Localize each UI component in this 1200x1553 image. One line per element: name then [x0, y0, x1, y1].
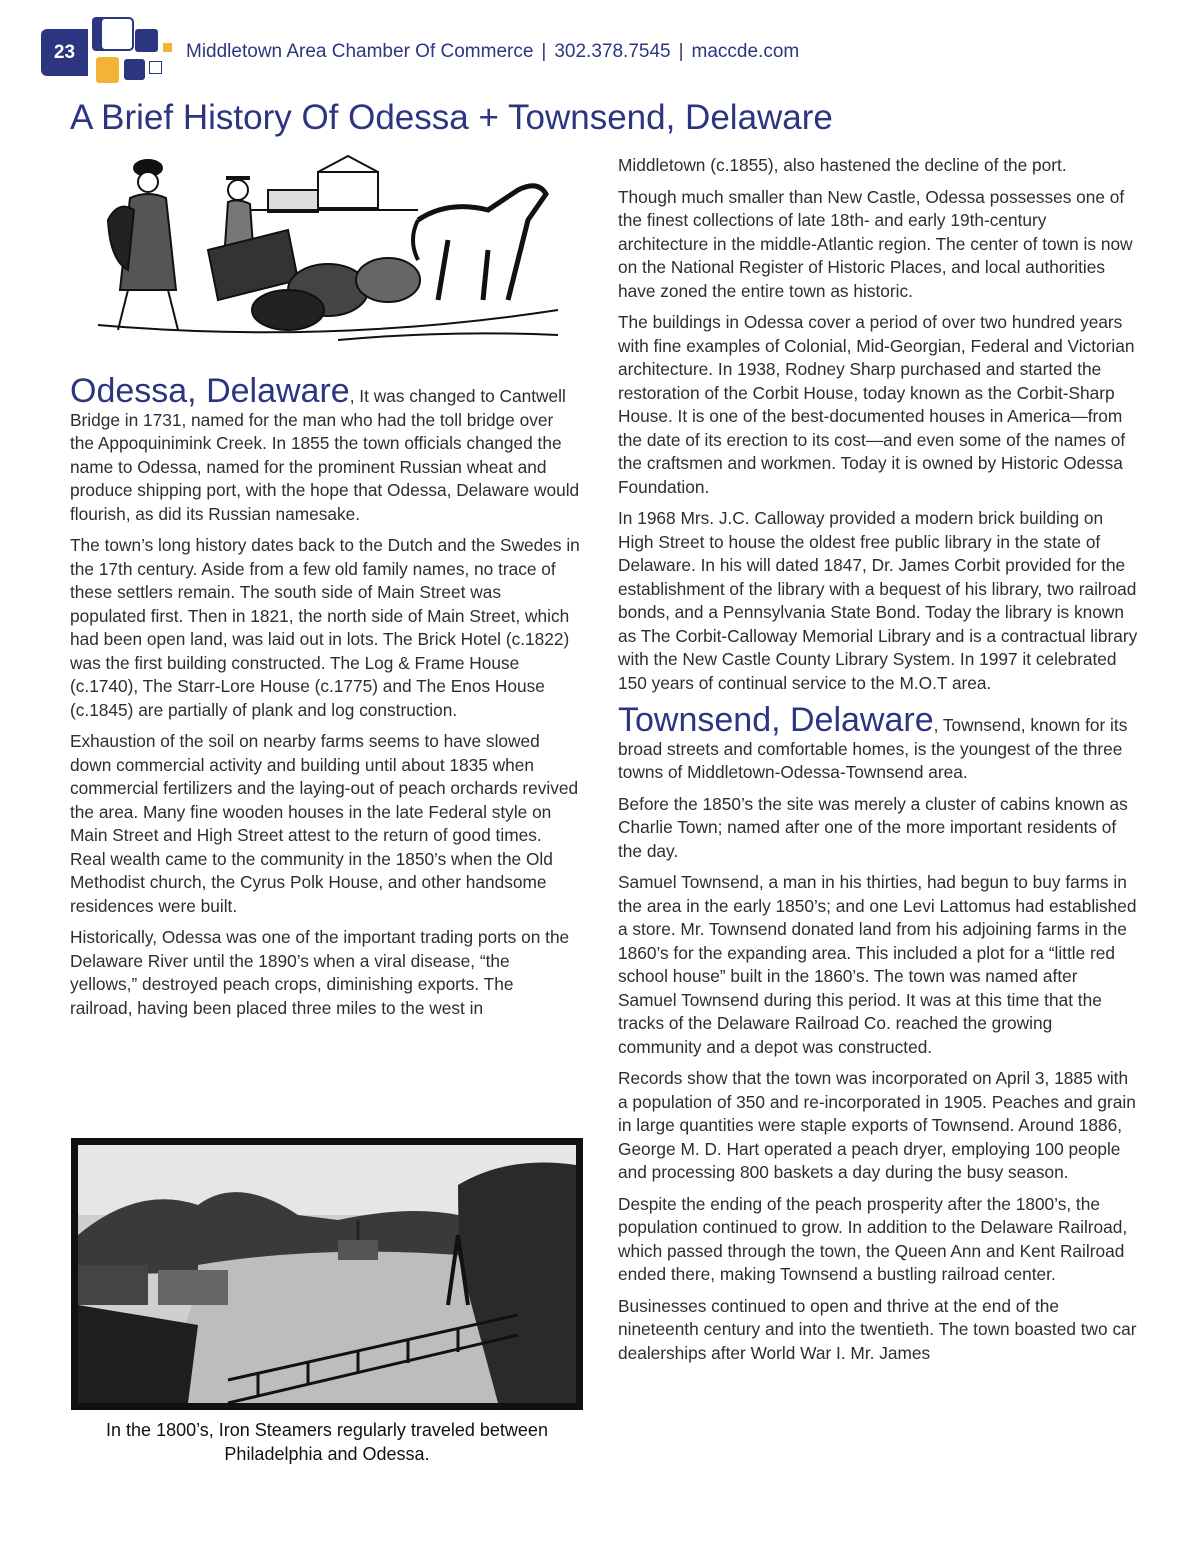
townsend-paragraph-4: Records show that the town was incorporated on April 3, 1885 with a population of 350 and re-incorporated in 1905. Peaches and grain in large quantities were staple exports of Townsend. Around 1886, George M. D. Hart operated a peach dryer, employing 100 people and processing 800 baskets a day during the busy season.: [618, 1068, 1136, 1182]
header-contact-line: [186, 41, 799, 63]
odessa-intro-paragraph: [70, 374, 580, 526]
chamber-logo-icon: [92, 17, 182, 83]
odessa-paragraph-8: In 1968 Mrs. J.C. Calloway provided a modern brick building on High Street to house the oldest free public library in the state of Delaware. In his will dated 1847, Dr. James Corbit provided for the establishment of the library with a bequest of his library, two railroad bonds, and a Pennsylvania State Bond. Today the library is known as The Corbit-Calloway Memorial Library and is a contractual library with the New Castle County Library System. In 1997 it celebrated 150 years of continual service to the M.O.T area.: [618, 508, 1138, 693]
header-separator: |: [541, 41, 547, 62]
townsend-paragraph-2: Before the 1850’s the site was merely a cluster of cabins known as Charlie Town; named after one of the more important residents of the day.: [618, 793, 1128, 861]
odessa-paragraph-6: Though much smaller than New Castle, Odessa possesses one of the finest collections of late 18th- and early 19th-century architecture in the middle-Atlantic region. The center of town is now on the National Register of Historic Places, and local authorities have zoned the entire town as historic.: [618, 186, 1133, 301]
odessa-paragraph-3: Exhaustion of the soil on nearby farms seems to have slowed down commercial activity and building until about 1835 when commercial fertilizers and the laying-out of peach orchards revived the area. Many fine wooden houses in the late Federal style on Main Street and High Street attest to the return of good times. Real wealth came to the community in the 1850’s when the Old Methodist church, the Cyrus Polk House, and other handsome residences were built.: [70, 731, 579, 916]
odessa-paragraph-5: Middletown (c.1855), also hastened the decline of the port.: [618, 155, 1067, 175]
townsend-paragraph-5: Despite the ending of the peach prosperity after the 1800’s, the population continued to grow. In addition to the Delaware Railroad, which passed through the town, the Queen Ann and Kent Railroad ended there, making Townsend a bustling railroad center.: [618, 1193, 1128, 1284]
odessa-paragraph-2: The town’s long history dates back to the Dutch and the Swedes in the 17th century. Aside from a few old family names, no trace of these settlers remain. The south side of Main Street was populated first. Then in 1821, the north side of Main Street, which had been open land, was laid out in lots. The Brick Hotel (c.1822) was the first building constructed. The Log & Frame House (c.1740), The Starr-Lore House (c.1775) and The Enos House (c.1845) are partially of plank and log construction.: [70, 535, 580, 720]
header-separator: |: [678, 41, 684, 62]
townsend-intro-paragraph: [618, 703, 1138, 785]
odessa-column: [70, 374, 580, 1028]
right-column: [618, 154, 1138, 1373]
townsend-intro-text: , Townsend, known for its broad streets and comfortable homes, is the youngest of the three towns of Middletown-Odessa-Townsend area.: [618, 715, 1128, 782]
townsend-paragraph-3: Samuel Townsend, a man in his thirties, had begun to buy farms in the area in the early 1850’s; and one Levi Lattomus had established a store. Mr. Townsend donated land from his adjoining farms in the 1860’s for the expanding area. This included a plot for a “little red school house” built in the 1860’s. The town was named after Samuel Townsend during this period. It was at this time that the tracks of the Delaware Railroad Co. reached the growing community and a depot was constructed.: [618, 872, 1137, 1057]
farm-harvest-engraving-icon: [88, 150, 566, 350]
odessa-paragraph-4: Historically, Odessa was one of the important trading ports on the Delaware River until the 1890’s when a viral disease, “the yellows,” destroyed peach crops, diminishing exports. The railroad, having been placed three miles to the west in: [70, 927, 570, 1018]
phone-number[interactable]: 302.378.7545: [554, 41, 671, 62]
river-steamer-photo: [71, 1138, 583, 1410]
page-title: A Brief History Of Odessa + Townsend, Delaware: [70, 98, 833, 137]
townsend-paragraph-6: Businesses continued to open and thrive at the end of the nineteenth century and into the twentieth. The town boasted two car dealerships after World War I. Mr. James: [618, 1295, 1137, 1363]
odessa-heading: Odessa, Delaware: [70, 372, 350, 410]
organization-name: Middletown Area Chamber Of Commerce: [186, 41, 534, 62]
odessa-intro-text: , It was changed to Cantwell Bridge in 1731, named for the man who had the toll bridge over the Appoquinimink Creek. In 1855 the town officials changed the name to Odessa, named for the prominent Russian wheat and produce shipping port, with the hope that Odessa, Delaware would flourish, as did its Russian namesake.: [70, 386, 580, 524]
odessa-paragraph-7: The buildings in Odessa cover a period of over two hundred years with fine examples of Colonial, Mid-Georgian, Federal and Victorian architecture. In 1938, Rodney Sharp purchased and started the restoration of the Corbit House, today known as the Corbit-Sharp House. It is one of the best-documented houses in America—from the date of its erection to its cost—and even some of the names of the craftsmen and workmen. Today it is owned by Historic Odessa Foundation.: [618, 312, 1135, 497]
townsend-heading: Townsend, Delaware: [618, 701, 934, 739]
river-steamer-photo-icon: [78, 1145, 576, 1403]
page-number: 23: [41, 29, 88, 76]
photo-caption: In the 1800’s, Iron Steamers regularly traveled between Philadelphia and Odessa.: [106, 1420, 548, 1464]
website-link[interactable]: maccde.com: [691, 41, 800, 62]
